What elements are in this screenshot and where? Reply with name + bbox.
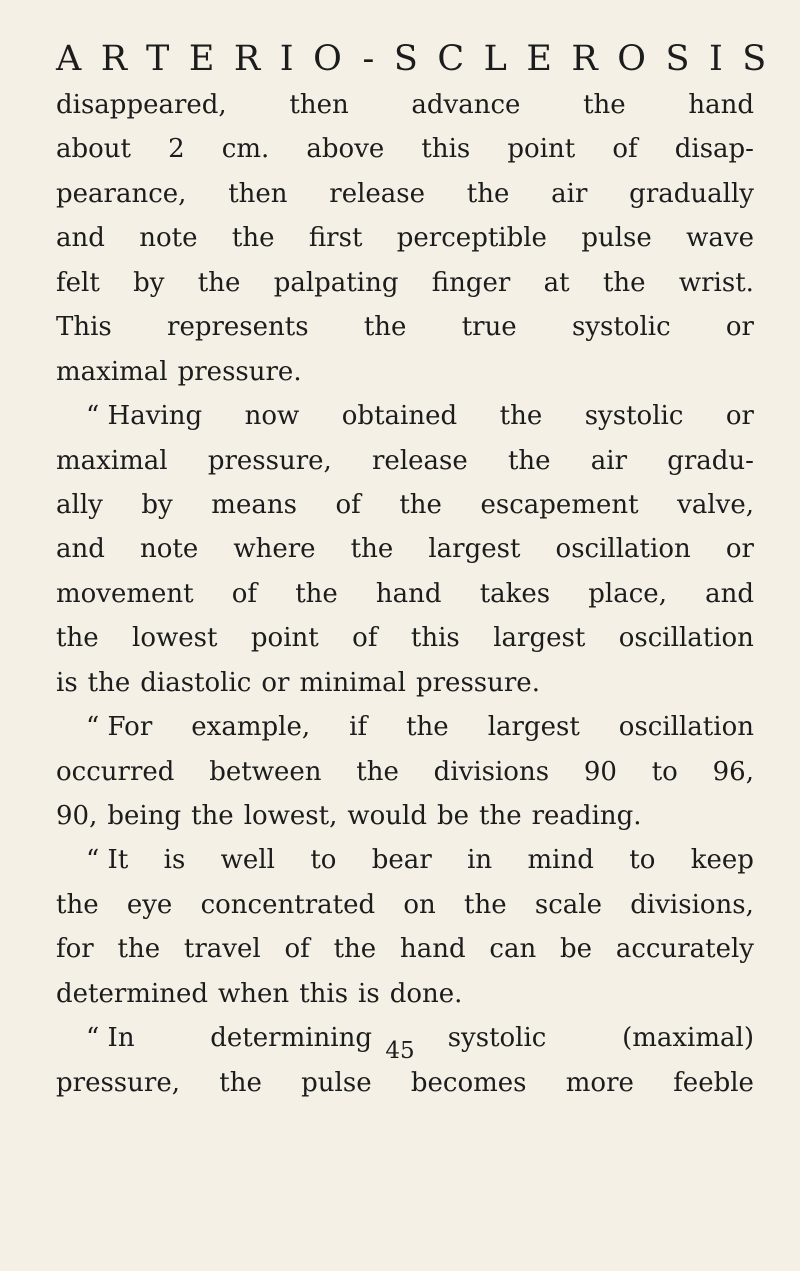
text-line: maximal pressure, release the air gradu- [56,445,754,476]
text-line: This represents the true systolic or [56,312,754,343]
text-line: “ In determining systolic (maximal) [86,1023,754,1054]
text-line: pressure, the pulse becomes more feeble [56,1067,754,1098]
text-line: movement of the hand takes place, and [56,578,754,609]
text-line: occurred between the divisions 90 to 96, [56,756,754,787]
text-line: ally by means of the escapement valve, [56,489,754,520]
text-line: for the travel of the hand can be accurately [56,934,754,965]
body-text [56,83,754,1105]
text-line: the lowest point of this largest oscillation [56,623,754,654]
text-line: “ It is well to bear in mind to keep [86,845,754,876]
page-number: 45 [385,1038,415,1064]
text-line: pearance, then release the air gradually [56,178,754,209]
text-line: felt by the palpating finger at the wrist. [56,267,754,298]
text-line: is the diastolic or minimal pressure. [56,667,540,698]
text-line: disappeared, then advance the hand [56,90,754,120]
text-line: the eye concentrated on the scale divisions, [56,889,754,920]
text-line: 90, being the lowest, would be the reading. [56,801,642,831]
text-line: and note where the largest oscillation or [56,534,754,565]
running-head: ARTERIO-SCLEROSIS [56,39,786,79]
text-line: about 2 cm. above this point of disap- [56,134,754,165]
text-line: maximal pressure. [56,356,302,387]
text-line: determined when this is done. [56,978,463,1009]
text-line: “ Having now obtained the systolic or [86,401,754,432]
text-line: “ For example, if the largest oscillation [86,712,754,743]
text-line: and note the first perceptible pulse wave [56,223,754,254]
